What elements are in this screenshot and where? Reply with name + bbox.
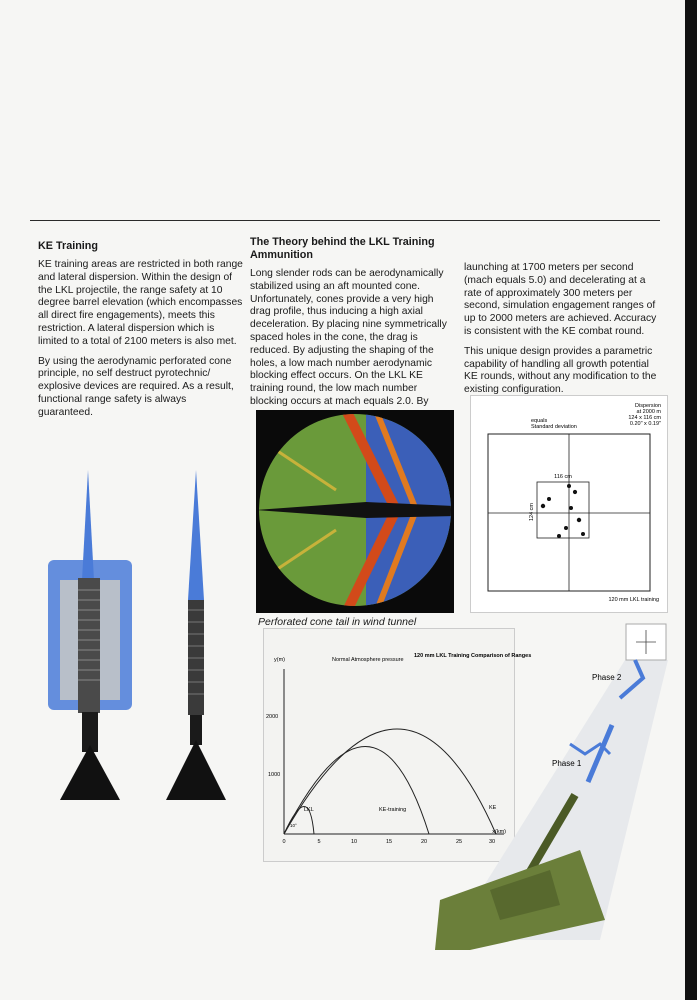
section-rule [30, 220, 660, 221]
wind-tunnel-photo [256, 410, 454, 613]
range-x-tick-5: 5 [317, 839, 321, 845]
ke-training-heading: KE Training [38, 240, 98, 252]
theory-heading: The Theory behind the LKL Training Ammunition [250, 236, 435, 261]
dispersion-size-cm: 124 x 116 cm [628, 415, 661, 421]
range-x-tick-10: 10 [350, 839, 358, 845]
dispersion-std: Standard deviation [531, 424, 577, 430]
range-title: 120 mm LKL Training Comparison of Ranges [414, 653, 532, 659]
dispersion-width-label: 116 cm [554, 474, 572, 480]
theory-paragraph-2: launching at 1700 meters per second (mach equals 5.0) and decelerating at a rate of approximately 300 meters per second, simulation engagement ranges of up to 2000 meters are achieved. Accuracy is consistent with the KE combat round. [464, 262, 657, 337]
dispersion-equals: equals [531, 418, 548, 424]
dispersion-chart [470, 395, 668, 613]
range-y-tick-2000: 2000 [266, 714, 279, 720]
range-label-ke-training: KE-training [379, 807, 407, 813]
ke-training-paragraph-1: KE training areas are restricted in both range and lateral dispersion. Within the design of the LKL projectile, the range safety at 10 degree barrel elevation (which encompasses all direct fire engagements), meets this restriction. A lateral dispersion which is limited to a total of 2100 meters is also met. [38, 259, 243, 347]
phase-1-label: Phase 1 [552, 759, 582, 768]
dispersion-title: Dispersion [635, 403, 661, 409]
theory-column [250, 236, 455, 416]
wind-tunnel-image [256, 410, 454, 613]
dispersion-size-in: 0.20" x 0.19" [629, 421, 661, 427]
ke-training-column [38, 240, 244, 427]
range-angle: 10° [290, 823, 297, 828]
range-x-tick-15: 15 [385, 839, 393, 845]
wind-tunnel-caption: Perforated cone tail in wind tunnel [258, 616, 417, 628]
dispersion-height-label: 124 cm [529, 502, 535, 522]
range-label-ke: KE [489, 805, 497, 811]
theory-paragraph-3: This unique design provides a parametric capability of handling all growth potential KE rounds, without any modification to the existing configuration. [464, 345, 657, 396]
range-x-unit: x(km) [492, 829, 506, 835]
dispersion-subtitle: at 2000 m [636, 409, 661, 415]
range-y-unit: y(m) [274, 657, 285, 663]
range-x-tick-20: 20 [420, 839, 428, 845]
page-edge [685, 0, 697, 1000]
range-x-tick-25: 25 [455, 839, 463, 845]
dispersion-footer: 120 mm LKL training [608, 597, 659, 603]
theory-continued-column [464, 262, 664, 404]
phase-2-label: Phase 2 [592, 673, 622, 682]
range-label-lkl: LKL [304, 807, 314, 813]
projectile-illustration [30, 460, 250, 820]
range-y-tick-1000: 1000 [268, 772, 281, 778]
range-x-tick-0: 0 [282, 839, 286, 845]
phase-trajectory-illustration [430, 620, 670, 950]
theory-paragraph-1: Long slender rods can be aerodynamically stabilized using an aft mounted cone. Unfortunately, cones provide a very high drag profile, thus inducing a high axial deceleration. By placing nine symmetrically spaced holes in the cone, the drag is reduced. By adjusting the shaping of the holes, a low mach number aerodynamic blocking effect occurs. On the LKL KE training round, the low mach number blocking occurs at mach equals 2.0. By [250, 268, 447, 407]
range-x-tick-30: 30 [488, 839, 496, 845]
ke-training-paragraph-2: By using the aerodynamic perforated cone principle, no self destruct pyrotechnic/ explosive devices are required. As a result, functional range safety is always guaranteed. [38, 355, 234, 418]
range-atmosphere: Normal Atmosphere pressure [332, 657, 404, 663]
